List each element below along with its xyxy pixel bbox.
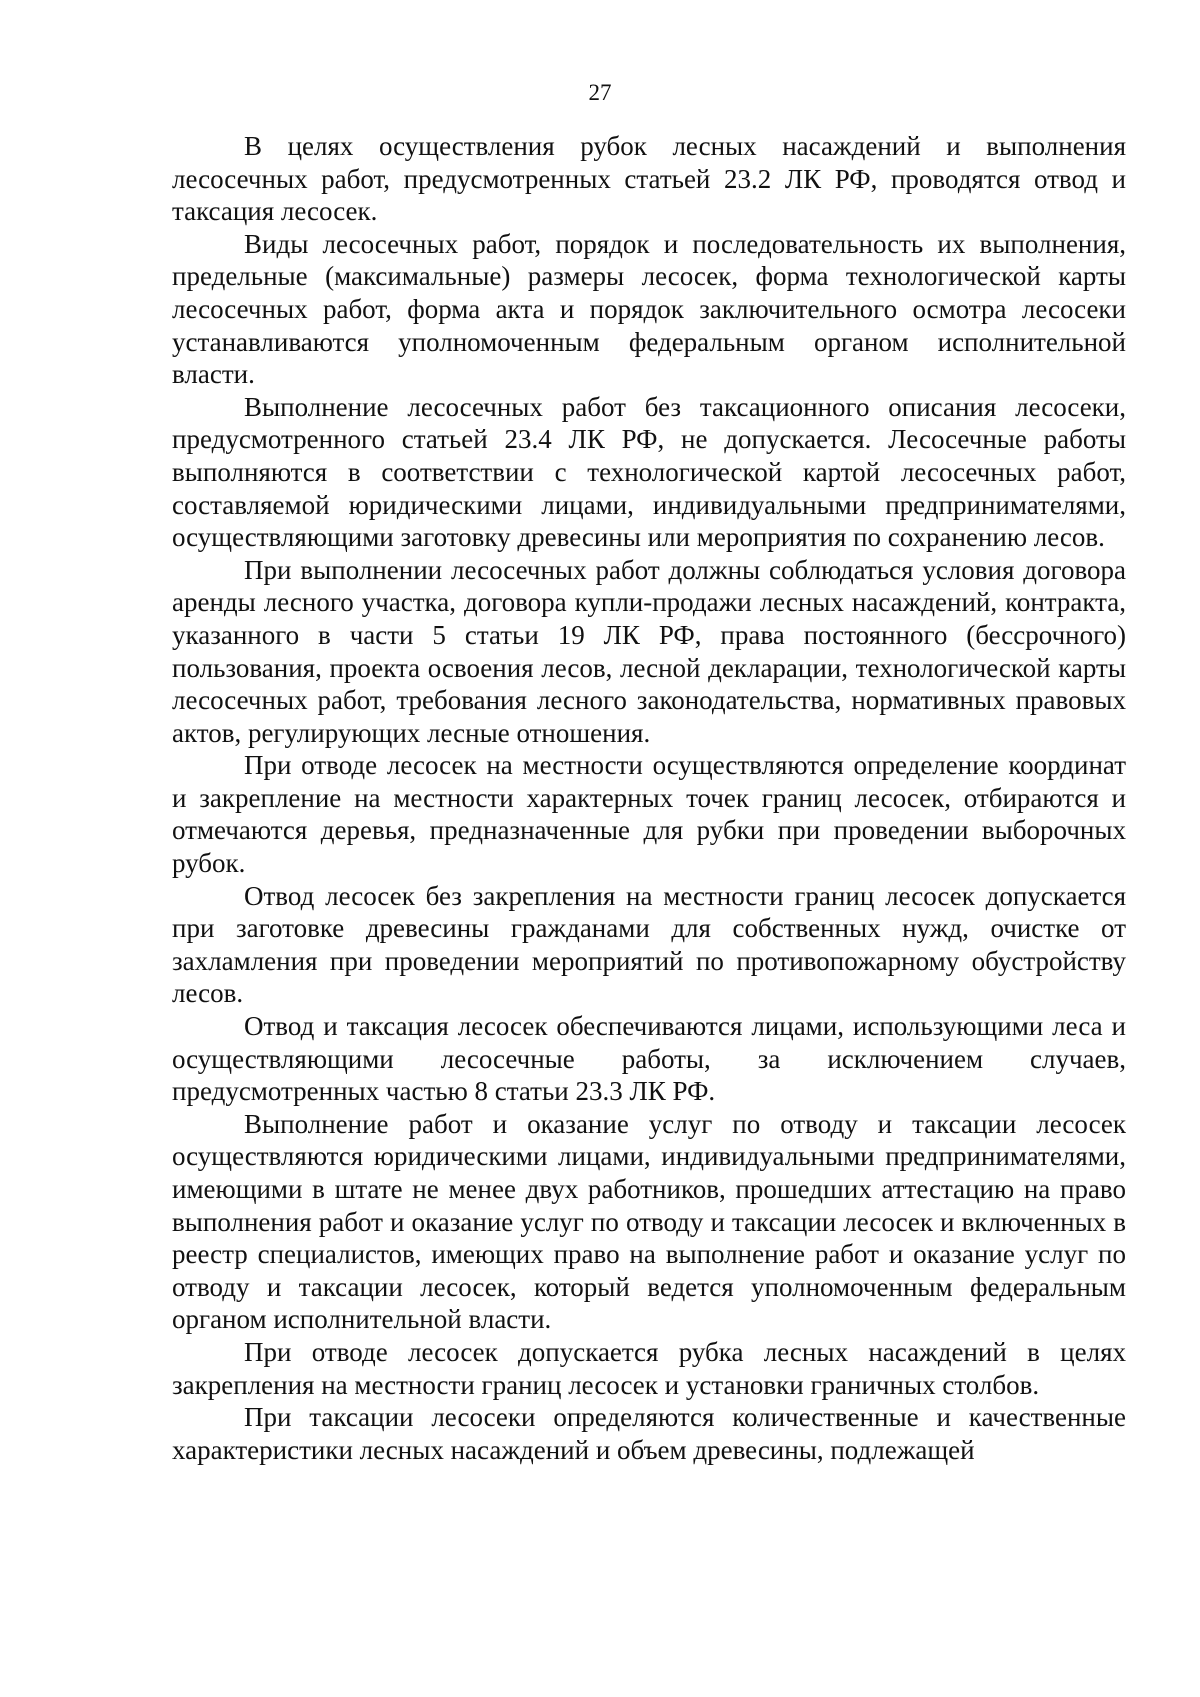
page-number: 27: [588, 80, 612, 105]
paragraph: Отвод лесосек без закрепления на местности границ лесосек допускается при заготовке древесины гражданами для собственных нужд, очистке от захламления при проведении мероприятий по противопожарному обустройству лесов.: [172, 880, 1126, 1009]
paragraph: Отвод и таксация лесосек обеспечиваются лицами, использующими леса и осуществляющими лесосечные работы, за исключением случаев, предусмотренных частью 8 статьи 23.3 ЛК РФ.: [172, 1011, 1126, 1107]
paragraph-continued: При таксации лесосеки определяются количественные и качественные характеристики лесных насаждений и объем древесины, подлежащей: [172, 1402, 1126, 1465]
paragraph: При отводе лесосек допускается рубка лесных насаждений в целях закрепления на местности границ лесосек и установки граничных столбов.: [172, 1336, 1126, 1400]
document-body: [172, 130, 1126, 1466]
paragraph: Выполнение работ и оказание услуг по отводу и таксации лесосек осуществляются юридическими лицами, индивидуальными предпринимателями, имеющими в штате не менее двух работников, прошедших аттестацию на право выполнения работ и оказание услуг по отводу и таксации лесосек и включенных в реестр специалистов, имеющих право на выполнение работ и оказание услуг по отводу и таксации лесосек, который ведется уполномоченным федеральным органом исполнительной власти.: [172, 1108, 1126, 1335]
paragraph: При отводе лесосек на местности осуществляются определение координат и закрепление на местности характерных точек границ лесосек, отбираются и отмечаются деревья, предназначенные для рубки при проведении выборочных рубок.: [172, 750, 1126, 879]
paragraph: Виды лесосечных работ, порядок и последовательность их выполнения, предельные (максимальные) размеры лесосек, форма технологической карты лесосечных работ, форма акта и порядок заключительного осмотра лесосеки устанавливаются уполномоченным федеральным органом исполнительной власти.: [172, 228, 1126, 390]
paragraph: Выполнение лесосечных работ без таксационного описания лесосеки, предусмотренного статьей 23.4 ЛК РФ, не допускается. Лесосечные работы выполняются в соответствии с технологической картой лесосечных работ, составляемой юридическими лицами, индивидуальными предпринимателями, осуществляющими заготовку древесины или мероприятия по сохранению лесов.: [172, 391, 1126, 553]
paragraph: В целях осуществления рубок лесных насаждений и выполнения лесосечных работ, предусмотренных статьей 23.2 ЛК РФ, проводятся отвод и таксация лесосек.: [172, 131, 1126, 227]
paragraph: При выполнении лесосечных работ должны соблюдаться условия договора аренды лесного участка, договора купли-продажи лесных насаждений, контракта, указанного в части 5 статьи 19 ЛК РФ, права постоянного (бессрочного) пользования, проекта освоения лесов, лесной декларации, технологической карты лесосечных работ, требования лесного законодательства, нормативных правовых актов, регулирующих лесные отношения.: [172, 554, 1126, 748]
